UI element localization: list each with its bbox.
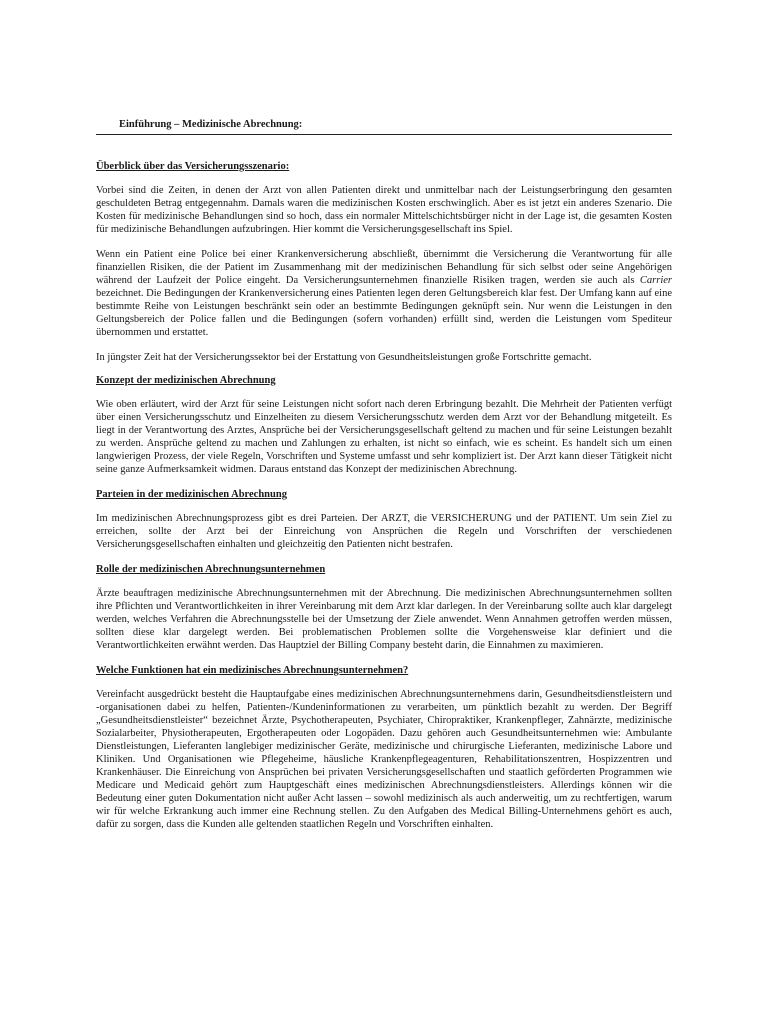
section-functions — [96, 664, 672, 831]
section-heading: Überblick über das Versicherungsszenario: — [96, 161, 290, 172]
document-page — [96, 118, 672, 841]
section-role-billing-companies — [96, 563, 672, 652]
paragraph-text: bezeichnet. Die Bedingungen der Krankenversicherung eines Patienten legen deren Geltungsbereich klar fest. Der Umfang kann auf eine bestimmte Reihe von Leistungen beschränkt sein oder an bestimmte Bedingungen geknüpft sein. Nur wenn die Leistungen in den Geltungsbereich der Police fallen und die Bedingungen (sofern vorhanden) erfüllt sind, werden die Leistungen vom Spediteur übernommen und erstattet. — [96, 288, 672, 338]
section-heading: Rolle der medizinischen Abrechnungsunternehmen — [96, 564, 326, 575]
paragraph: Ärzte beauftragen medizinische Abrechnungsunternehmen mit der Abrechnung. Die medizinischen Abrechnungsunternehmen sollten ihre Pflichten und Verantwortlichkeiten in ihrer Vereinbarung mit dem Arzt klar darlegen. In der Vereinbarung sollte auch klar dargelegt werden, welches Verfahren die Abrechnungsstelle bei der Umsetzung der Ziele anwendet. Wenn Annahmen getroffen werden müssen, sollten diese klar dargelegt werden. Bei problematischen Problemen sollte die Vorgehensweise klar definiert und die Verantwortlichkeiten erwähnt werden. Das Hauptziel der Billing Company besteht darin, die Einnahmen zu maximieren. — [96, 588, 672, 651]
paragraph: Vorbei sind die Zeiten, in denen der Arzt von allen Patienten direkt und unmittelbar nach der Leistungserbringung den gesamten geschuldeten Betrag entgegennahm. Damals waren die medizinischen Kosten erschwinglich. Aber es ist jetzt ein anderes Szenario. Die Kosten für medizinische Behandlungen sind so hoch, dass ein normaler Mittelschichtsbürger nicht in der Lage ist, die gesamten Kosten für medizinische Behandlungen aufzubringen. Hier kommt die Versicherungsgesellschaft ins Spiel. — [96, 185, 672, 235]
paragraph: In jüngster Zeit hat der Versicherungssektor bei der Erstattung von Gesundheitsleistungen große Fortschritte gemacht. — [96, 352, 592, 363]
section-heading: Konzept der medizinischen Abrechnung — [96, 375, 276, 386]
paragraph: Im medizinischen Abrechnungsprozess gibt es drei Parteien. Der ARZT, die VERSICHERUNG und der PATIENT. Um sein Ziel zu erreichen, sollte der Arzt bei der Einreichung von Ansprüchen die Regeln und Vorschriften der verschiedenen Versicherungsgesellschaften einhalten und gleichzeitig den Patienten nicht bestrafen. — [96, 513, 672, 550]
carrier-term: Carrier — [639, 275, 672, 286]
paragraph — [96, 248, 672, 339]
section-parties — [96, 488, 672, 551]
section-overview — [96, 160, 672, 364]
paragraph: Vereinfacht ausgedrückt besteht die Hauptaufgabe eines medizinischen Abrechnungsunternehmens darin, Gesundheitsdienstleistern und -organisationen dabei zu helfen, Patienten-/Kundeninformationen zu verarbeiten, um pünktlich bezahlt zu werden. Der Begriff „Gesundheitsdienstleister“ bezeichnet Ärzte, Psychotherapeuten, Psychiater, Chiropraktiker, Krankenpfleger, Zahnärzte, medizinische Sozialarbeiter, Physiotherapeuten, Ergotherapeuten oder Logopäden. Dazu gehören auch Gesundheitsunternehmen wie: Ambulante Dienstleistungen, Lieferanten langlebiger medizinischer Geräte, medizinische und chirurgische Lieferanten, medizinische Labore und Kliniken. Und Organisationen wie Pflegeheime, häusliche Krankenpflegeagenturen, Rehabilitationszentren, Hospizzentren und Krankenhäuser. Die Einreichung von Ansprüchen bei privaten Versicherungsgesellschaften und staatlich geförderten Programmen wie Medicare und Medicaid gehört zum Hauptgeschäft eines medizinischen Abrechnungsdienstleisters. Allerdings können wir die Bedeutung einer guten Dokumentation nicht außer Acht lassen – sowohl medizinisch als auch anderweitig, um zu rechtfertigen, warum wir für welche Erkrankung auch immer eine Rechnung stellen. Zu den Aufgaben des Medical Billing-Unternehmens gehört es auch, dafür zu sorgen, dass die Kunden alle geltenden staatlichen Regeln und Vorschriften einhalten. — [96, 689, 672, 830]
document-title: Einführung – Medizinische Abrechnung: — [119, 119, 303, 130]
document-header — [96, 118, 672, 135]
section-heading: Welche Funktionen hat ein medizinisches Abrechnungsunternehmen? — [96, 665, 409, 676]
paragraph: Wie oben erläutert, wird der Arzt für seine Leistungen nicht sofort nach deren Erbringung bezahlt. Die Mehrheit der Patienten verfügt über einen Versicherungsschutz und Einzelheiten zu diesem Versicherungsschutz werden dem Arzt vor der Behandlung mitgeteilt. Es liegt in der Verantwortung des Arztes, Ansprüche bei der Versicherungsgesellschaft geltend zu machen und für seine Leistungen bezahlt zu werden. Ansprüche geltend zu machen und Zahlungen zu erhalten, ist nicht so einfach, wie es scheint. Es handelt sich um einen langwierigen Prozess, der viele Regeln, Vorschriften und Systeme umfasst und sehr kompliziert ist. Der Arzt kann dieser Tätigkeit nicht seine ganze Aufmerksamkeit widmen. Daraus entstand das Konzept der medizinischen Abrechnung. — [96, 399, 672, 475]
section-billing-concept — [96, 374, 672, 476]
paragraph-text: Wenn ein Patient eine Police bei einer Krankenversicherung abschließt, übernimmt die Versicherung die Verantwortung für alle finanziellen Risiken, die der Patient im Zusammenhang mit der medizinischen Behandlung für sich selbst oder seine Angehörigen während der Laufzeit der Police eingeht. Da Versicherungsunternehmen finanzielle Risiken tragen, werden sie auch als — [96, 249, 672, 286]
section-heading: Parteien in der medizinischen Abrechnung — [96, 489, 287, 500]
